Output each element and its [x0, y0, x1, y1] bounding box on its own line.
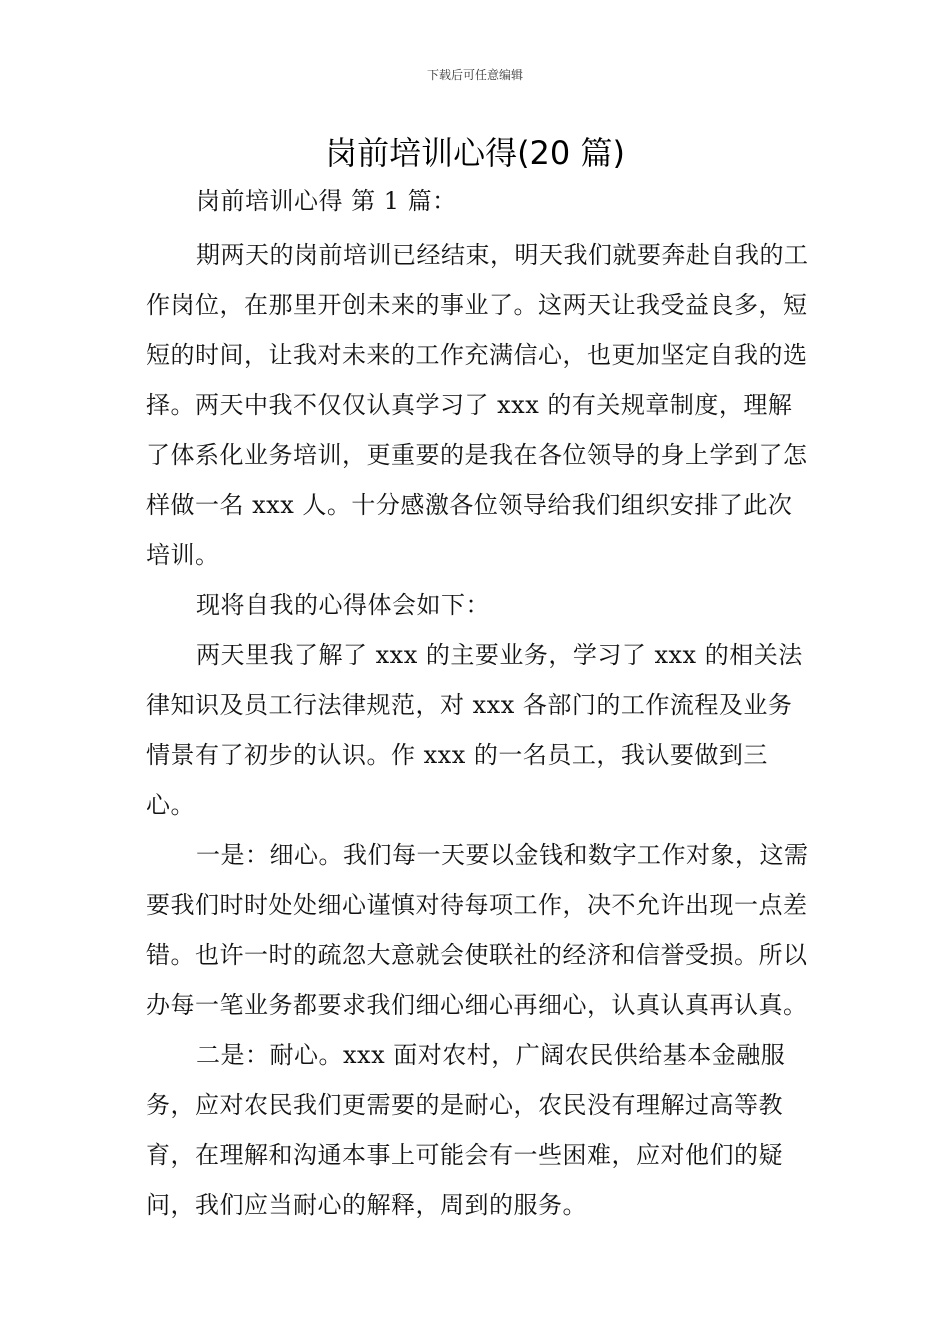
- document-body: [146, 180, 814, 1230]
- paragraph-summary-lead: 现将自我的心得体会如下：: [196, 591, 490, 619]
- section-heading: 岗前培训心得 第 1 篇：: [196, 187, 457, 215]
- paragraph-intro: 期两天的岗前培训已经结束，明天我们就要奔赴自我的工作岗位，在那里开创未来的事业了。这两天让我受益良多，短短的时间，让我对未来的工作充满信心，也更加坚定自我的选择。两天中我不仅仅认真学习了 xxx 的有关规章制度，理解了体系化业务培训，更重要的是我在各位领导的身上学到了怎样做一名 xxx 人。十分感激各位领导给我们组织安排了此次培训。: [146, 241, 809, 569]
- paragraph-carefulness: 一是：细心。我们每一天要以金钱和数字工作对象，这需要我们时时处处细心谨慎对待每项工作，决不允许出现一点差错。也许一时的疏忽大意就会使联社的经济和信誉受损。所以办每一笔业务都要求我们细心细心再细心，认真认真再认真。: [146, 841, 809, 1019]
- document-title: 岗前培训心得(20 篇): [325, 134, 625, 172]
- header-note: 下载后可任意编辑: [426, 68, 523, 82]
- paragraph-patience: 二是：耐心。xxx 面对农村，广阔农民供给基本金融服务，应对农民我们更需要的是耐心，农民没有理解过高等教育，在理解和沟通本事上可能会有一些困难，应对他们的疑问，我们应当耐心的解释，周到的服务。: [146, 1041, 786, 1219]
- paragraph-business: 两天里我了解了 xxx 的主要业务，学习了 xxx 的相关法律知识及员工行法律规范，对 xxx 各部门的工作流程及业务情景有了初步的认识。作 xxx 的一名员工，我认要做到三心。: [146, 641, 803, 819]
